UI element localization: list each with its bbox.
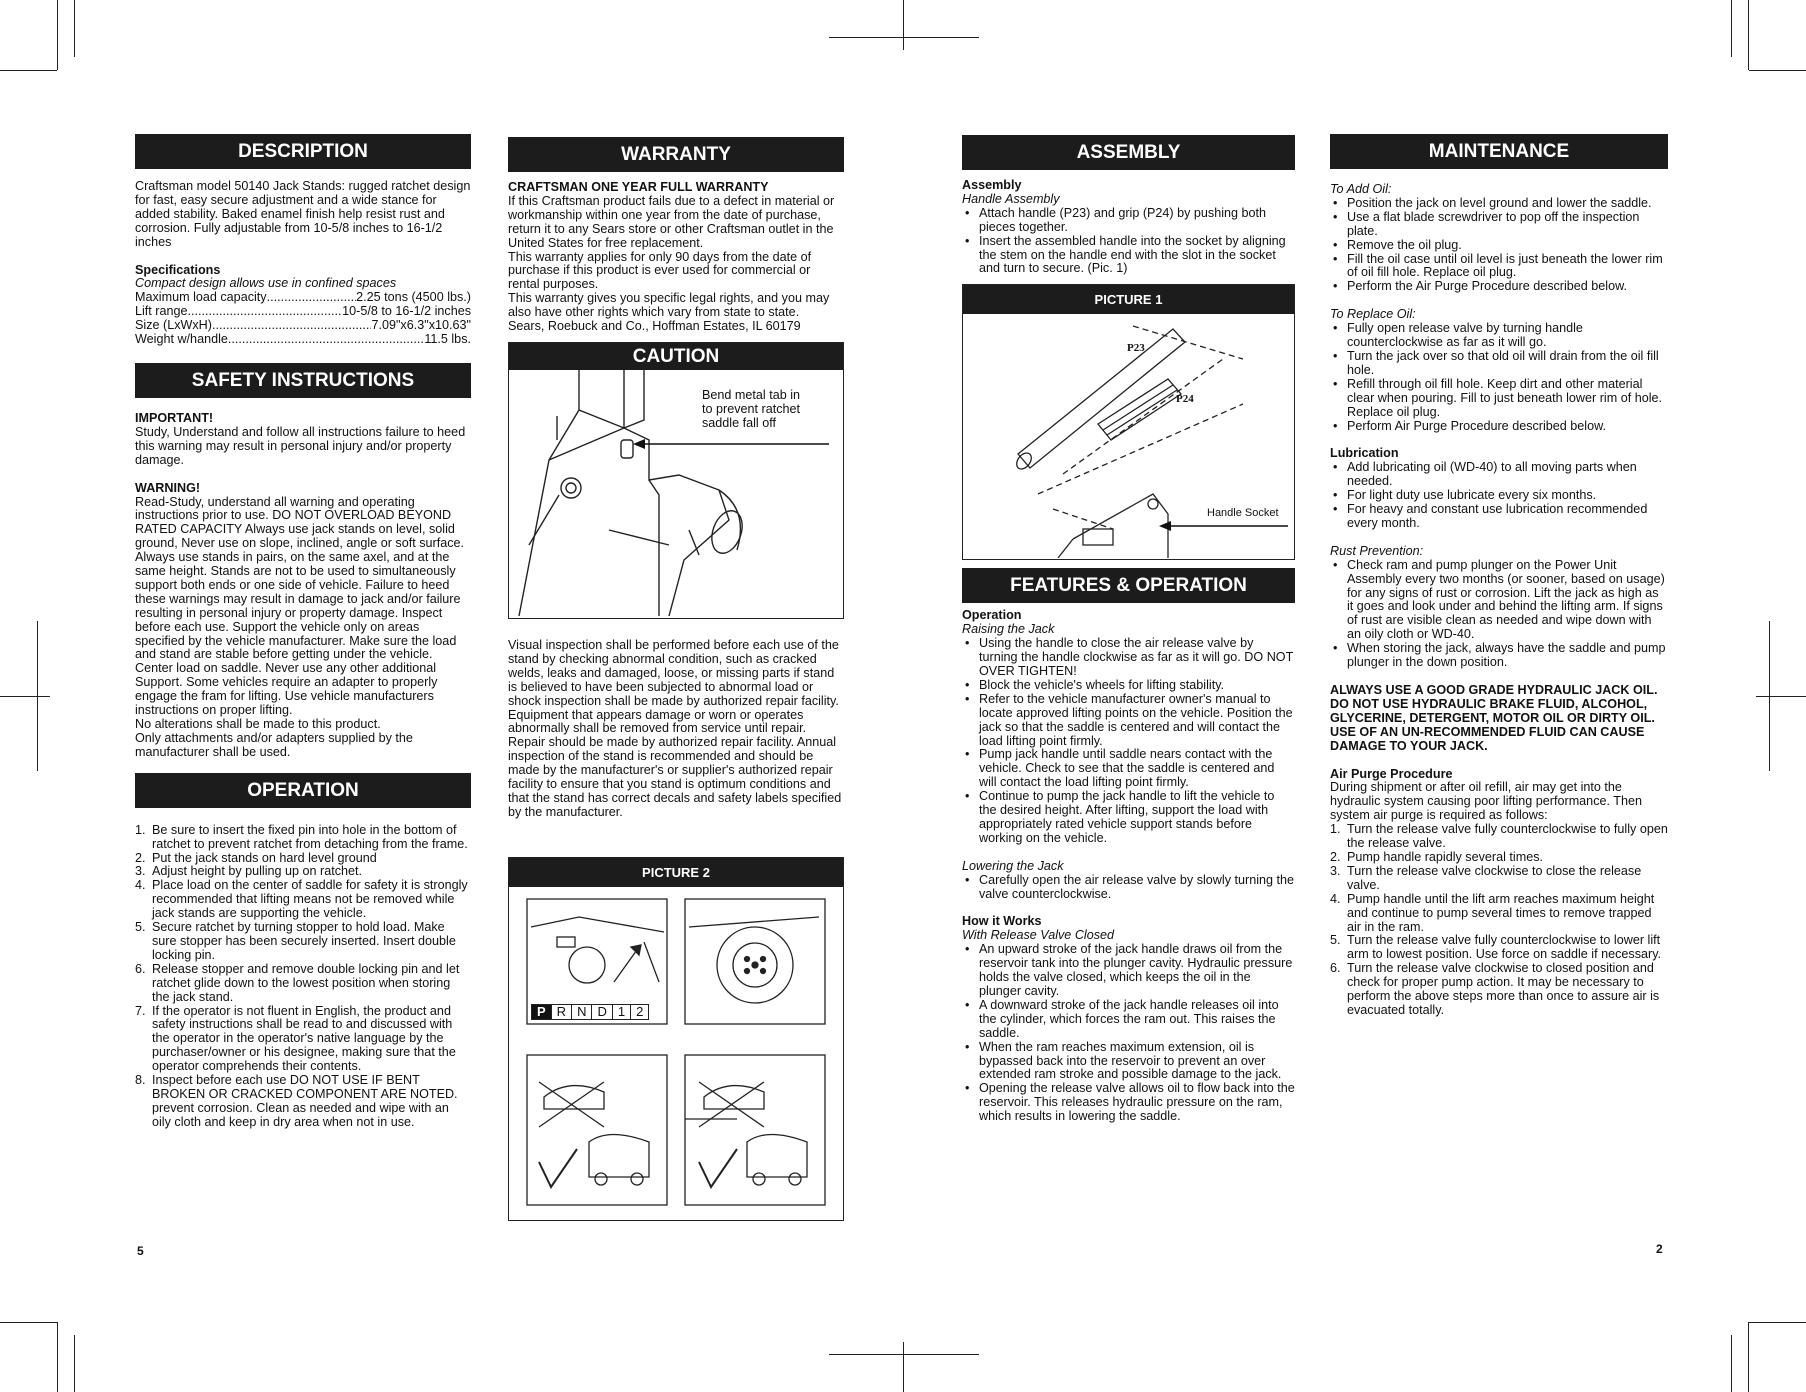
- gear-d: D: [591, 1005, 611, 1019]
- list-item: • Block the vehicle's wheels for lifting stability.: [962, 679, 1295, 693]
- maintenance-heading: MAINTENANCE: [1330, 134, 1668, 169]
- list-item: Turn the release valve clockwise to closed position and check for proper pump action. It may be necessary to perform the above steps more than once to assure air is evacuated totally.: [1347, 961, 1660, 1017]
- raising-title: Raising the Jack: [962, 622, 1055, 637]
- add-oil-list: [1330, 197, 1668, 294]
- list-item: • For heavy and constant use lubrication recommended every month.: [1330, 503, 1668, 531]
- column-2: [508, 137, 844, 1221]
- warranty-title: CRAFTSMAN ONE YEAR FULL WARRANTY: [508, 180, 769, 194]
- column-4: [1330, 134, 1668, 1018]
- warranty-p2: This warranty applies for only 90 days from the date of purchase if this product is ever used for commercial or rental purposes.: [508, 249, 812, 292]
- how-list: [962, 943, 1295, 1124]
- purge-steps: [1330, 823, 1668, 1018]
- list-item: • Refer to the vehicle manufacturer owner's manual to locate approved lifting points on the vehicle. Position the jack so that the saddle is centered and will contact the load lifting point firmly.: [962, 693, 1295, 749]
- rust-list: [1330, 559, 1668, 670]
- list-item: • When storing the jack, always have the saddle and pump plunger in the down position.: [1330, 642, 1668, 670]
- gear-2: 2: [630, 1005, 648, 1019]
- socket-arrowhead: [1159, 521, 1171, 531]
- list-item: Pump handle until the lift arm reaches maximum height and continue to pump several times to remove trapped air in the ram.: [1347, 891, 1655, 934]
- list-item: • Refill through oil fill hole. Keep dirt and other material clear when pouring. Fill to just beneath lower rim of hole. Replace oil plug.: [1330, 378, 1668, 420]
- description-body: Craftsman model 50140 Jack Stands: rugged ratchet design for fast, easy secure adjustment and a wide stance for added stability. Baked enamel finish help resist rust and corrosion. Fully adjustable from 10-5/8 inches to 16-1/2 inches: [135, 179, 471, 249]
- oil-warning: ALWAYS USE A GOOD GRADE HYDRAULIC JACK OIL. DO NOT USE HYDRAULIC BRAKE FLUID, ALCOHOL, GLYCERINE, DETERGENT, MOTOR OIL OR DIRTY OIL. USE OF AN UN-RECOMMENDED FLUID CAN CAUSE DAMAGE TO YOUR JACK.: [1330, 683, 1658, 753]
- list-item: • Fully open release valve by turning handle counterclockwise as far as it will go.: [1330, 322, 1668, 350]
- list-item: • Use a flat blade screwdriver to pop off the inspection plate.: [1330, 211, 1668, 239]
- add-oil-title: To Add Oil:: [1330, 182, 1392, 196]
- spec-row: Lift range ..... 10-5/8 to 16-1/2 inches: [135, 305, 471, 319]
- attachments-note: Only attachments and/or adapters supplied by the manufacturer shall be used.: [135, 730, 413, 759]
- list-item: • Perform the Air Purge Procedure described below.: [1330, 280, 1668, 294]
- list-item: • Pump jack handle until saddle nears contact with the vehicle. Check to see that the saddle is centered and will contact the load lifting point firmly.: [962, 748, 1295, 790]
- lubrication-list: [1330, 461, 1668, 531]
- list-item: • A downward stroke of the jack handle releases oil into the cylinder, which forces the ram out. This raises the saddle.: [962, 999, 1295, 1041]
- gear-1: 1: [612, 1005, 630, 1019]
- list-item: • An upward stroke of the jack handle draws oil from the reservoir tank into the plunger cavity. Hydraulic pressure holds the valve closed, which keeps the oil in the plunger cavity.: [962, 943, 1295, 999]
- warning-title: WARNING!: [135, 480, 201, 495]
- list-item: Secure ratchet by turning stopper to hold load. Make sure stopper has been securely inserted. Insert double locking pin.: [152, 920, 456, 962]
- list-item: • Carefully open the air release valve by slowly turning the valve counterclockwise.: [962, 874, 1295, 902]
- list-item: Put the jack stands on hard level ground: [152, 850, 377, 865]
- picture-2-heading: PICTURE 2: [509, 858, 843, 887]
- picture-1-heading: PICTURE 1: [963, 285, 1294, 314]
- list-item: • Using the handle to close the air release valve by turning the handle clockwise as far as it will go. DO NOT OVER TIGHTEN!: [962, 637, 1295, 679]
- spec-title: Specifications: [135, 262, 221, 277]
- how-subtitle: With Release Valve Closed: [962, 928, 1115, 943]
- list-item: Turn the release valve clockwise to close the release valve.: [1347, 863, 1642, 892]
- list-item: • Add lubricating oil (WD-40) to all moving parts when needed.: [1330, 461, 1668, 489]
- gear-n: N: [571, 1005, 591, 1019]
- page-number-left: 5: [137, 1244, 144, 1258]
- how-title: How it Works: [962, 914, 1042, 929]
- lubrication-title: Lubrication: [1330, 446, 1399, 461]
- warranty-p1: If this Craftsman product fails due to a defect in material or workmanship within one year from the date of purchase, return it to any Sears store or other Craftsman outlet in the United States for free replacement.: [508, 193, 835, 250]
- list-item: Place load on the center of saddle for safety it is strongly recommended that lifting means not be removed while jack stands are supporting the vehicle.: [152, 878, 468, 921]
- list-item: • Opening the release valve allows oil to flow back into the reservoir. This releases hydraulic pressure on the ram, which results in lowering the saddle.: [962, 1082, 1295, 1124]
- important-title: IMPORTANT!: [135, 410, 214, 425]
- gear-r: R: [551, 1005, 571, 1019]
- spec-list: [135, 291, 471, 347]
- warning-body: Read-Study, understand all warning and operating instructions prior to use. DO NOT OVERLOAD BEYOND RATED CAPACITY Always use jack stands on level, solid ground, Never use on slope, inclined, angle or soft surface. Always use stands in pairs, on the same axel, and at the same height. Stands are not to be used to simultaneously support both ends or one side of vehicle. Failure to heed these warnings may result in damage to jack and/or failure resulting in personal injury or property damage. Inspect before each use. Support the vehicle only on areas specified by the vehicle manufacturer. Make sure the load and stand are stable before getting under the vehicle. Center load on saddle. Never use any other additional Support. Some vehicles require an adapter to properly engage the fram for lifting. Use vehicle manufacturers instructions on proper lifting.: [135, 494, 465, 718]
- list-item: • For light duty use lubricate every six months.: [1330, 489, 1668, 503]
- callout-arrowhead: [633, 439, 645, 449]
- list-item: • Remove the oil plug.: [1330, 239, 1668, 253]
- label-p24: P24: [1176, 393, 1194, 406]
- rust-title: Rust Prevention:: [1330, 543, 1424, 558]
- warranty-heading: WARRANTY: [508, 137, 844, 172]
- list-item: Inspect before each use DO NOT USE IF BENT BROKEN OR CRACKED COMPONENT ARE NOTED. prevent corrosion. Clean as needed and wipe with an oily cloth and keep in dry area when not in use.: [152, 1073, 458, 1129]
- spec-row: Weight w/handle ..... 11.5 lbs.: [135, 333, 471, 347]
- description-heading: DESCRIPTION: [135, 134, 471, 169]
- assembly-heading: ASSEMBLY: [962, 135, 1295, 170]
- caution-heading: CAUTION: [509, 343, 843, 370]
- label-handle-socket: Handle Socket: [1207, 507, 1279, 520]
- page-number-right: 2: [1656, 1242, 1663, 1256]
- alterations-note: No alterations shall be made to this product.: [135, 717, 381, 731]
- assembly-title: Assembly: [962, 178, 1022, 192]
- operation-title: Operation: [962, 608, 1022, 623]
- lowering-list: [962, 874, 1295, 902]
- list-item: • Insert the assembled handle into the socket by aligning the stem on the handle end with the slot in the socket and turn to secure. (Pic. 1): [962, 235, 1295, 277]
- picture-1-box: [962, 284, 1295, 560]
- label-p23: P23: [1127, 342, 1145, 355]
- gear-selector: [531, 1004, 649, 1020]
- purge-intro: During shipment or after oil refill, air may get into the hydraulic system causing poor lifting performance. Then system air purge is required as follows:: [1330, 780, 1642, 823]
- operation-heading: OPERATION: [135, 773, 471, 808]
- list-item: • Perform Air Purge Procedure described below.: [1330, 420, 1668, 434]
- list-item: • Position the jack on level ground and lower the saddle.: [1330, 197, 1668, 211]
- list-item: Adjust height by pulling up on ratchet.: [152, 864, 363, 879]
- column-1: [135, 134, 471, 1130]
- important-body: Study, Understand and follow all instructions failure to heed this warning may result in personal injury and/or property damage.: [135, 424, 466, 467]
- spec-row: Size (LxWxH) ..... 7.09"x6.3"x10.63": [135, 319, 471, 333]
- replace-oil-list: [1330, 322, 1668, 433]
- assembly-subtitle: Handle Assembly: [962, 191, 1060, 206]
- list-item: • When the ram reaches maximum extension, oil is bypassed back into the reservoir to prevent an over extended ram stroke and possible damage to the jack.: [962, 1041, 1295, 1083]
- operation-steps: [135, 824, 471, 1130]
- warranty-p4: Sears, Roebuck and Co., Hoffman Estates, IL 60179: [508, 319, 801, 334]
- list-item: If the operator is not fluent in English, the product and safety instructions shall be read to and discussed with the operator in the operator's native language by the purchaser/owner or his designee, making sure that the operator comprehends their contents.: [152, 1003, 456, 1074]
- spec-subtitle: Compact design allows use in confined spaces: [135, 276, 397, 291]
- column-3: [962, 135, 1295, 1124]
- replace-oil-title: To Replace Oil:: [1330, 307, 1416, 322]
- caution-box: [508, 342, 844, 619]
- warranty-p3: This warranty gives you specific legal rights, and you may also have other rights which vary from state to state.: [508, 291, 830, 320]
- assembly-list: [962, 207, 1295, 277]
- spec-row: Maximum load capacity ..... 2.25 tons (4500 lbs.): [135, 291, 471, 305]
- features-heading: FEATURES & OPERATION: [962, 568, 1295, 603]
- picture-2-box: [508, 857, 844, 1221]
- purge-title: Air Purge Procedure: [1330, 766, 1453, 781]
- list-item: Be sure to insert the fixed pin into hole in the bottom of ratchet to prevent ratchet from detaching from the frame.: [152, 822, 468, 851]
- inspection-text: Visual inspection shall be performed before each use of the stand by checking abnormal condition, such as cracked welds, leaks and damaged, loose, or missing parts if stand is believed to have been subjected to abnormal load or shock inspection shall be made by authorized repair facility. Equipment that appears damage or worn or operates abnormally shall be removed from service until repair. Repair should be made by authorized repair facility. Annual inspection of the stand is recommended and should be made by the manufacturer's or supplier's authorized repair facility to ensure that you stand is optimum conditions and that the stand has correct decals and safety labels specified by the manufacturer.: [508, 637, 842, 819]
- list-item: Turn the release valve fully counterclockwise to fully open the release valve.: [1347, 822, 1668, 851]
- list-item: • Fill the oil case until oil level is just beneath the lower rim of oil fill hole. Replace oil plug.: [1330, 253, 1668, 281]
- caution-callout: Bend metal tab in to prevent ratchet saddle fall off: [702, 387, 801, 430]
- gear-p: P: [532, 1005, 551, 1019]
- picture-2-illustrations: [509, 887, 842, 1217]
- safety-heading: SAFETY INSTRUCTIONS: [135, 363, 471, 398]
- list-item: • Turn the jack over so that old oil will drain from the oil fill hole.: [1330, 350, 1668, 378]
- list-item: Release stopper and remove double locking pin and let ratchet glide down to the lowest position when storing the jack stand.: [152, 961, 460, 1004]
- list-item: Turn the release valve fully counterclockwise to lower lift arm to lowest position. Use force on saddle if necessary.: [1347, 933, 1662, 962]
- raising-list: [962, 637, 1295, 846]
- list-item: • Attach handle (P23) and grip (P24) by pushing both pieces together.: [962, 207, 1295, 235]
- list-item: Pump handle rapidly several times.: [1347, 849, 1543, 864]
- list-item: • Check ram and pump plunger on the Power Unit Assembly every two months (or sooner, based on usage) for any signs of rust or corrosion. Lift the jack as high as it goes and look under and behind the lifting arm. If signs of rust are visible clean as needed and wipe down with an oily cloth or WD-40.: [1330, 559, 1668, 642]
- lowering-title: Lowering the Jack: [962, 858, 1064, 873]
- list-item: • Continue to pump the jack handle to lift the vehicle to the desired height. After lifting, support the load with appropriately rated vehicle support stands before working on the vehicle.: [962, 790, 1295, 846]
